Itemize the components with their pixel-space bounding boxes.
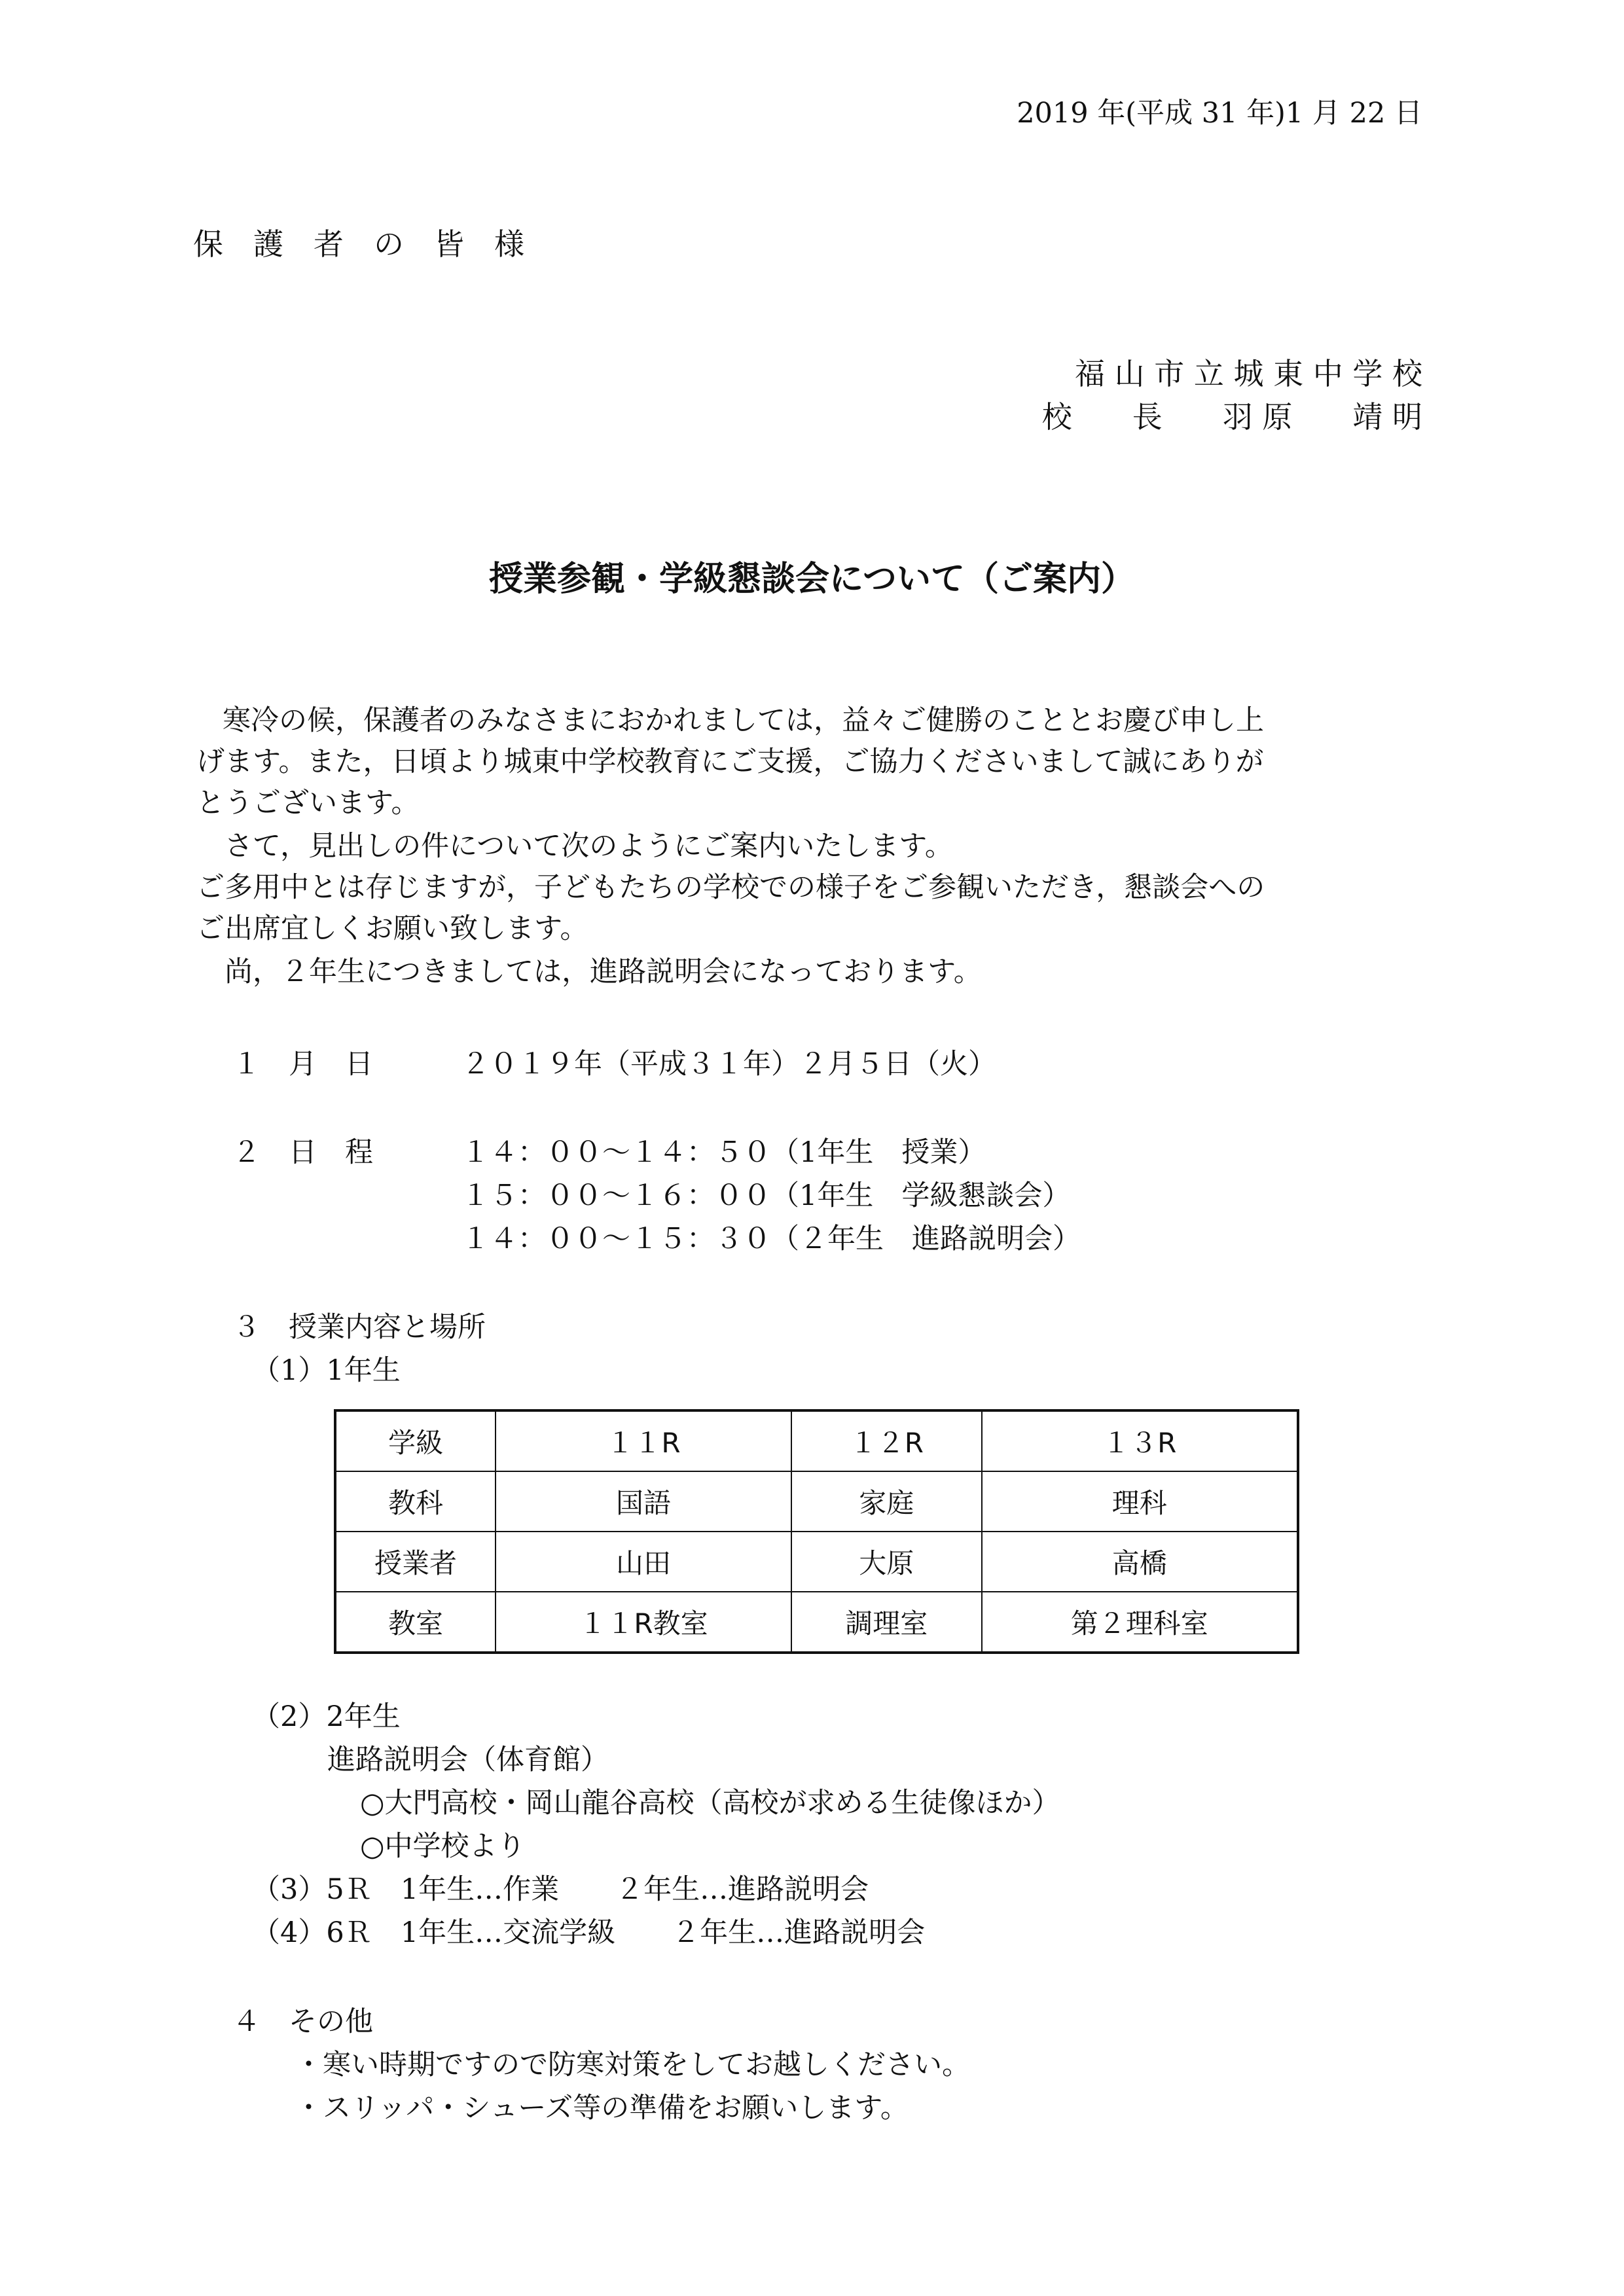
principal-name: 校 長 羽 原 靖 明: [1041, 399, 1422, 435]
body-line-2: げます。また，日頃より城東中学校教育にご支援，ご協力くださいまして誠にありが: [196, 745, 1264, 778]
other-item-1: ・寒い時期ですので防寒対策をしてお越しください。: [295, 2049, 970, 2081]
table-cell: 山田: [496, 1532, 791, 1592]
table-cell: 家庭: [791, 1471, 982, 1532]
table-cell: 理科: [982, 1471, 1298, 1532]
event-item-2: ○中学校より: [360, 1830, 526, 1863]
table-cell: 国語: [496, 1471, 791, 1532]
schedule-line-3: １４：００～１５：３０（２年生 進路説明会）: [461, 1223, 1081, 1255]
school-name: 福 山 市 立 城 東 中 学 校: [1075, 356, 1422, 391]
body-line-6: ご出席宜しくお願い致します。: [196, 912, 588, 945]
body-line-3: とうございます。: [196, 787, 420, 819]
schedule-line-2: １５：００～１６：００（1年生 学級懇談会）: [461, 1179, 1071, 1212]
table-cell: 教科: [335, 1471, 496, 1532]
table-cell: １２R: [791, 1410, 982, 1471]
body-line-1: 寒冷の候，保護者のみなさまにおかれましては，益々ご健勝のこととお慶び申し上: [223, 704, 1264, 737]
subsection-2-heading: （2）2年生: [252, 1700, 401, 1733]
schedule-label: ２ 日 程: [232, 1136, 373, 1169]
document-date: 2019 年(平成 31 年)1 月 22 日: [1017, 97, 1422, 130]
table-cell: 第２理科室: [982, 1592, 1298, 1653]
class-schedule-table: [334, 1409, 1299, 1654]
subsection-1-heading: （1）1年生: [252, 1354, 401, 1387]
table-cell: 授業者: [335, 1532, 496, 1592]
subsection-4-line: （4）6Ｒ 1年生…交流学級 ２年生…進路説明会: [252, 1916, 926, 1949]
event-title: 進路説明会（体育館）: [327, 1744, 609, 1776]
section-4-heading: ４ その他: [232, 2005, 373, 2038]
body-line-5: ご多用中とは存じますが，子どもたちの学校での様子をご参観いただき，懇談会への: [196, 871, 1265, 904]
table-cell: 学級: [335, 1410, 496, 1471]
document-title: 授業参観・学級懇談会について（ご案内）: [489, 560, 1135, 599]
table-cell: １１R: [496, 1410, 791, 1471]
date-label: １ 月 日: [232, 1048, 373, 1081]
section-3-heading: ３ 授業内容と場所: [232, 1311, 486, 1344]
body-line-4: さて，見出しの件について次のようにご案内いたします。: [196, 830, 953, 863]
table-row: [335, 1592, 1298, 1653]
date-value: ２０１９年（平成３１年）２月５日（火）: [461, 1048, 996, 1081]
other-item-2: ・スリッパ・シューズ等の準備をお願いします。: [295, 2092, 909, 2125]
subsection-3-line: （3）5Ｒ 1年生…作業 ２年生…進路説明会: [252, 1873, 869, 1906]
body-line-7: 尚，２年生につきましては，進路説明会になっております。: [196, 956, 982, 988]
table-cell: 教室: [335, 1592, 496, 1653]
table-cell: 調理室: [791, 1592, 982, 1653]
event-item-1: ○大門高校・岡山龍谷高校（高校が求める生徒像ほか）: [360, 1787, 1060, 1820]
table-cell: 大原: [791, 1532, 982, 1592]
table-cell: 高橋: [982, 1532, 1298, 1592]
table-row: [335, 1532, 1298, 1592]
table-row: [335, 1471, 1298, 1532]
table-cell: １１R教室: [496, 1592, 791, 1653]
addressee: 保 護 者 の 皆 様: [193, 226, 524, 262]
table-cell: １３R: [982, 1410, 1298, 1471]
schedule-line-1: １４：００～１４：５０（1年生 授業）: [461, 1136, 986, 1169]
table-row: [335, 1410, 1298, 1471]
